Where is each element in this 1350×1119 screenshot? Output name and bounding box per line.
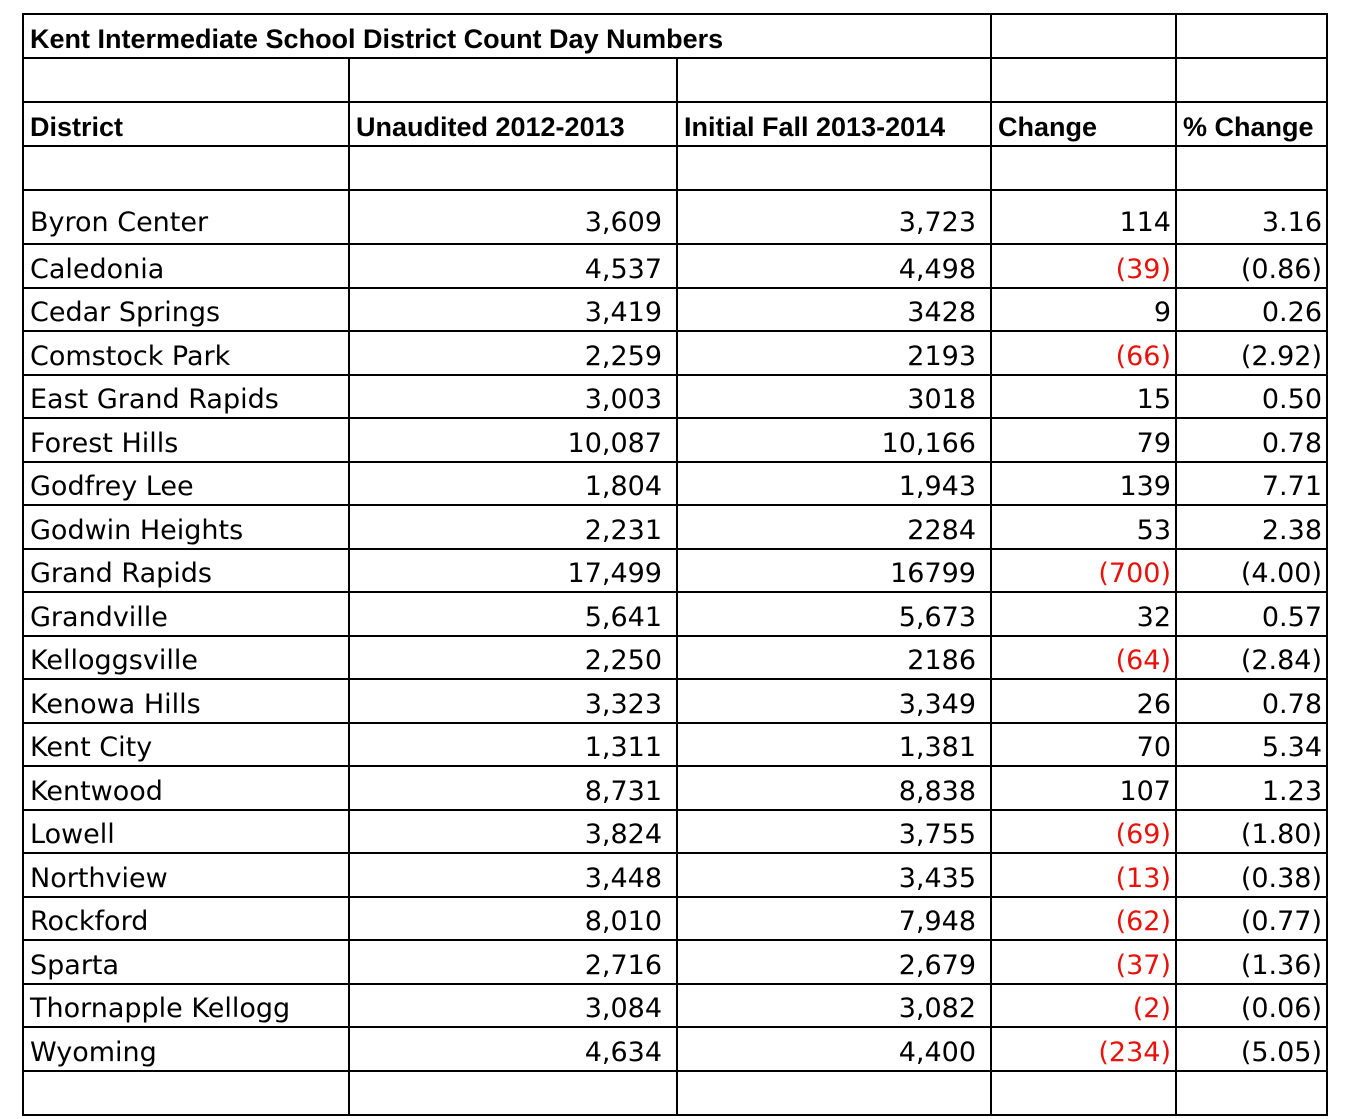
empty-cell[interactable] xyxy=(677,146,991,190)
table-row xyxy=(23,810,1327,854)
unaudited-cell[interactable]: 5,641 xyxy=(349,592,677,636)
table-row xyxy=(23,375,1327,419)
initial-cell[interactable]: 8,838 xyxy=(677,766,991,810)
pct-change-cell[interactable]: 1.23 xyxy=(1176,766,1327,810)
change-cell[interactable]: 26 xyxy=(991,679,1176,723)
table-row xyxy=(23,549,1327,593)
initial-cell[interactable]: 4,498 xyxy=(677,244,991,288)
initial-cell[interactable]: 1,943 xyxy=(677,462,991,506)
initial-cell[interactable]: 7,948 xyxy=(677,897,991,941)
pct-change-cell[interactable]: (1.36) xyxy=(1176,940,1327,984)
initial-cell[interactable]: 1,381 xyxy=(677,723,991,767)
change-cell[interactable]: (700) xyxy=(991,549,1176,593)
empty-cell[interactable] xyxy=(1176,1071,1327,1115)
pct-change-cell[interactable]: (0.77) xyxy=(1176,897,1327,941)
header-district[interactable]: District xyxy=(23,102,349,146)
district-cell[interactable]: Comstock Park xyxy=(23,331,349,375)
unaudited-cell[interactable]: 2,716 xyxy=(349,940,677,984)
table-row xyxy=(23,462,1327,506)
change-cell[interactable]: 15 xyxy=(991,375,1176,419)
table-row xyxy=(23,984,1327,1028)
initial-cell[interactable]: 16799 xyxy=(677,549,991,593)
pct-change-cell[interactable]: (1.80) xyxy=(1176,810,1327,854)
unaudited-cell[interactable]: 3,419 xyxy=(349,288,677,332)
pct-change-cell[interactable]: (0.38) xyxy=(1176,853,1327,897)
unaudited-cell[interactable]: 8,731 xyxy=(349,766,677,810)
district-cell[interactable]: Sparta xyxy=(23,940,349,984)
change-cell[interactable]: 107 xyxy=(991,766,1176,810)
pct-change-cell[interactable]: (2.92) xyxy=(1176,331,1327,375)
unaudited-cell[interactable]: 2,250 xyxy=(349,636,677,680)
title-row xyxy=(23,14,1327,58)
initial-cell[interactable]: 4,400 xyxy=(677,1027,991,1071)
district-cell[interactable]: Lowell xyxy=(23,810,349,854)
unaudited-cell[interactable]: 3,323 xyxy=(349,679,677,723)
empty-cell[interactable] xyxy=(23,1071,349,1115)
initial-cell[interactable]: 10,166 xyxy=(677,418,991,462)
initial-cell[interactable]: 3,349 xyxy=(677,679,991,723)
unaudited-cell[interactable]: 10,087 xyxy=(349,418,677,462)
empty-cell[interactable] xyxy=(23,58,349,102)
pct-change-cell[interactable]: (0.86) xyxy=(1176,244,1327,288)
pct-change-cell[interactable]: 3.16 xyxy=(1176,190,1327,244)
unaudited-cell[interactable]: 3,824 xyxy=(349,810,677,854)
empty-cell[interactable] xyxy=(349,1071,677,1115)
empty-cell[interactable] xyxy=(1176,14,1327,58)
change-cell[interactable]: 32 xyxy=(991,592,1176,636)
header-initial[interactable]: Initial Fall 2013-2014 xyxy=(677,102,991,146)
table-row xyxy=(23,679,1327,723)
table-row xyxy=(23,723,1327,767)
blank-row xyxy=(23,58,1327,102)
unaudited-cell[interactable]: 8,010 xyxy=(349,897,677,941)
table-row xyxy=(23,244,1327,288)
unaudited-cell[interactable]: 1,804 xyxy=(349,462,677,506)
district-cell[interactable]: Northview xyxy=(23,853,349,897)
initial-cell[interactable]: 2,679 xyxy=(677,940,991,984)
empty-cell[interactable] xyxy=(349,58,677,102)
table-row xyxy=(23,505,1327,549)
pct-change-cell[interactable]: 0.78 xyxy=(1176,679,1327,723)
table-row xyxy=(23,636,1327,680)
district-cell[interactable]: Grandville xyxy=(23,592,349,636)
change-cell[interactable]: (39) xyxy=(991,244,1176,288)
header-unaudited[interactable]: Unaudited 2012-2013 xyxy=(349,102,677,146)
change-cell[interactable]: 70 xyxy=(991,723,1176,767)
empty-cell[interactable] xyxy=(991,14,1176,58)
header-row xyxy=(23,102,1327,146)
pct-change-cell[interactable]: (2.84) xyxy=(1176,636,1327,680)
pct-change-cell[interactable]: (5.05) xyxy=(1176,1027,1327,1071)
district-cell[interactable]: Caledonia xyxy=(23,244,349,288)
district-cell[interactable]: Byron Center xyxy=(23,190,349,244)
table-row xyxy=(23,418,1327,462)
district-cell[interactable]: Forest Hills xyxy=(23,418,349,462)
initial-cell[interactable]: 3,755 xyxy=(677,810,991,854)
table-title[interactable]: Kent Intermediate School District Count Day Numbers xyxy=(23,14,991,58)
change-cell[interactable]: (62) xyxy=(991,897,1176,941)
pct-change-cell[interactable]: 0.26 xyxy=(1176,288,1327,332)
empty-cell[interactable] xyxy=(991,146,1176,190)
pct-change-cell[interactable]: 7.71 xyxy=(1176,462,1327,506)
blank-row xyxy=(23,146,1327,190)
unaudited-cell[interactable]: 4,634 xyxy=(349,1027,677,1071)
initial-cell[interactable]: 2193 xyxy=(677,331,991,375)
change-cell[interactable]: (13) xyxy=(991,853,1176,897)
initial-cell[interactable]: 2186 xyxy=(677,636,991,680)
table-row xyxy=(23,897,1327,941)
district-cell[interactable]: Godwin Heights xyxy=(23,505,349,549)
table-row xyxy=(23,1027,1327,1071)
table-row xyxy=(23,766,1327,810)
pct-change-cell[interactable]: 0.57 xyxy=(1176,592,1327,636)
change-cell[interactable]: (234) xyxy=(991,1027,1176,1071)
empty-cell[interactable] xyxy=(1176,146,1327,190)
unaudited-cell[interactable]: 4,537 xyxy=(349,244,677,288)
change-cell[interactable]: (64) xyxy=(991,636,1176,680)
table-row xyxy=(23,288,1327,332)
table-row xyxy=(23,940,1327,984)
change-cell[interactable]: 53 xyxy=(991,505,1176,549)
district-cell[interactable]: East Grand Rapids xyxy=(23,375,349,419)
pct-change-cell[interactable]: 0.50 xyxy=(1176,375,1327,419)
district-cell[interactable]: Kenowa Hills xyxy=(23,679,349,723)
pct-change-cell[interactable]: 2.38 xyxy=(1176,505,1327,549)
district-cell[interactable]: Cedar Springs xyxy=(23,288,349,332)
district-cell[interactable]: Grand Rapids xyxy=(23,549,349,593)
initial-cell[interactable]: 3428 xyxy=(677,288,991,332)
district-cell[interactable]: Kent City xyxy=(23,723,349,767)
change-cell[interactable]: (37) xyxy=(991,940,1176,984)
change-cell[interactable]: 114 xyxy=(991,190,1176,244)
table-row xyxy=(23,592,1327,636)
table-row xyxy=(23,190,1327,244)
initial-cell[interactable]: 3,082 xyxy=(677,984,991,1028)
district-cell[interactable]: Kentwood xyxy=(23,766,349,810)
unaudited-cell[interactable]: 3,448 xyxy=(349,853,677,897)
change-cell[interactable]: (66) xyxy=(991,331,1176,375)
district-cell[interactable]: Godfrey Lee xyxy=(23,462,349,506)
empty-cell[interactable] xyxy=(991,1071,1176,1115)
unaudited-cell[interactable]: 17,499 xyxy=(349,549,677,593)
empty-cell[interactable] xyxy=(349,146,677,190)
change-cell[interactable]: (69) xyxy=(991,810,1176,854)
header-change[interactable]: Change xyxy=(991,102,1176,146)
initial-cell[interactable]: 3018 xyxy=(677,375,991,419)
change-cell[interactable]: 9 xyxy=(991,288,1176,332)
unaudited-cell[interactable]: 1,311 xyxy=(349,723,677,767)
initial-cell[interactable]: 3,723 xyxy=(677,190,991,244)
pct-change-cell[interactable]: 0.78 xyxy=(1176,418,1327,462)
initial-cell[interactable]: 2284 xyxy=(677,505,991,549)
unaudited-cell[interactable]: 2,231 xyxy=(349,505,677,549)
district-cell[interactable]: Thornapple Kellogg xyxy=(23,984,349,1028)
district-cell[interactable]: Kelloggsville xyxy=(23,636,349,680)
pct-change-cell[interactable]: (0.06) xyxy=(1176,984,1327,1028)
empty-cell[interactable] xyxy=(677,58,991,102)
district-cell[interactable]: Wyoming xyxy=(23,1027,349,1071)
initial-cell[interactable]: 3,435 xyxy=(677,853,991,897)
change-cell[interactable]: 79 xyxy=(991,418,1176,462)
header-pct-change[interactable]: % Change xyxy=(1176,102,1327,146)
unaudited-cell[interactable]: 2,259 xyxy=(349,331,677,375)
unaudited-cell[interactable]: 3,003 xyxy=(349,375,677,419)
blank-row xyxy=(23,1071,1327,1115)
empty-cell[interactable] xyxy=(677,1071,991,1115)
empty-cell[interactable] xyxy=(23,146,349,190)
initial-cell[interactable]: 5,673 xyxy=(677,592,991,636)
table-row xyxy=(23,331,1327,375)
pct-change-cell[interactable]: 5.34 xyxy=(1176,723,1327,767)
change-cell[interactable]: (2) xyxy=(991,984,1176,1028)
count-day-table xyxy=(22,13,1328,1116)
change-cell[interactable]: 139 xyxy=(991,462,1176,506)
unaudited-cell[interactable]: 3,609 xyxy=(349,190,677,244)
district-cell[interactable]: Rockford xyxy=(23,897,349,941)
pct-change-cell[interactable]: (4.00) xyxy=(1176,549,1327,593)
unaudited-cell[interactable]: 3,084 xyxy=(349,984,677,1028)
empty-cell[interactable] xyxy=(991,58,1176,102)
empty-cell[interactable] xyxy=(1176,58,1327,102)
table-row xyxy=(23,853,1327,897)
